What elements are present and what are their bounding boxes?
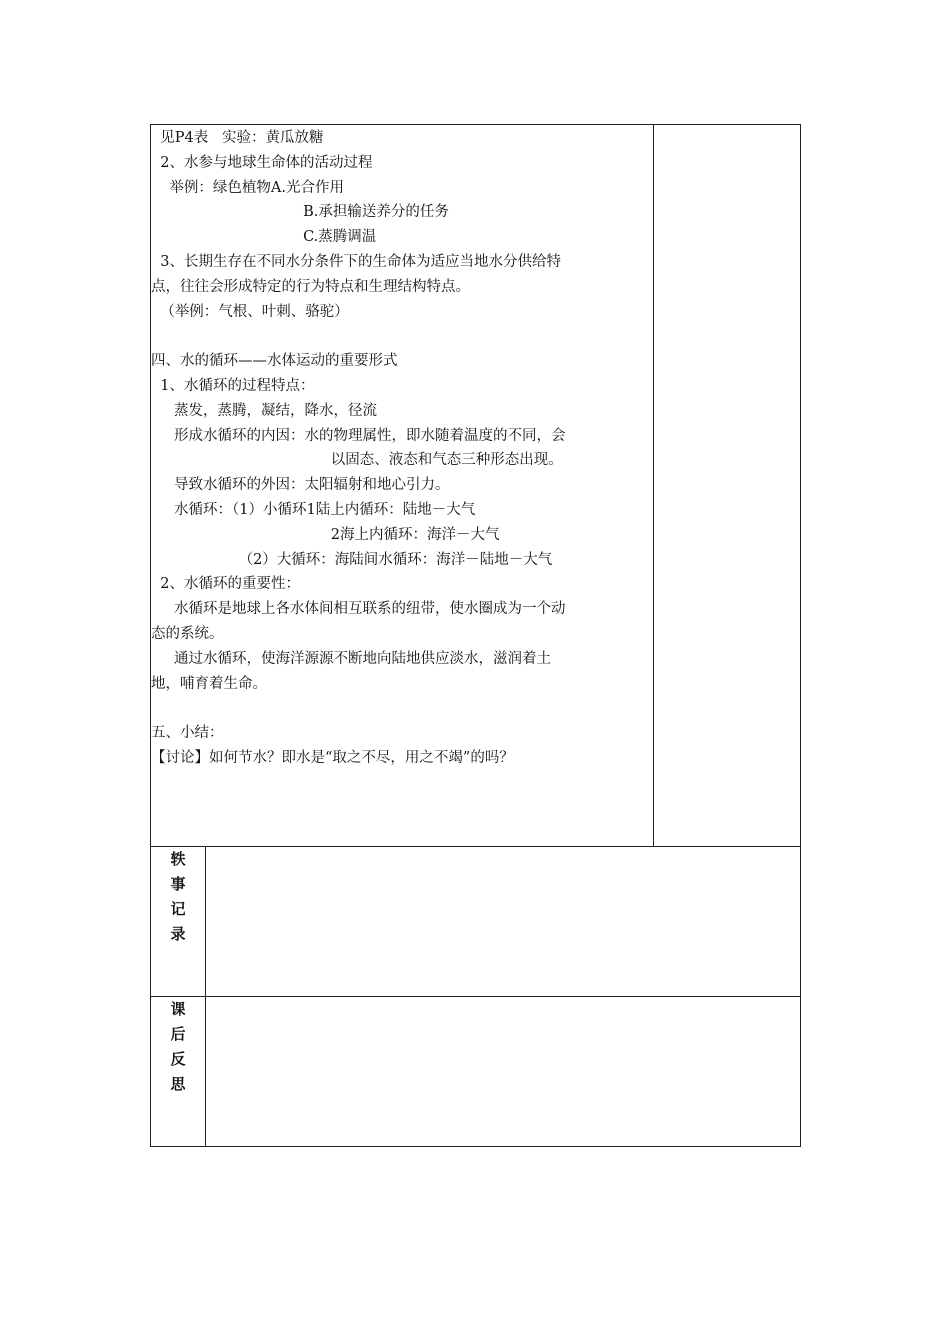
text-line: B.承担输送养分的任务 xyxy=(151,204,449,221)
label-char: 课 xyxy=(170,1000,186,1018)
text-line: 地，哺育着生命。 xyxy=(151,675,267,692)
anecdote-row xyxy=(151,847,801,997)
discussion-line: 【讨论】如何节水？即水是“取之不尽，用之不竭”的吗？ xyxy=(151,749,514,766)
text-line: 点，往往会形成特定的行为特点和生理结构特点。 xyxy=(151,278,470,295)
text-line: 2、水参与地球生命体的活动过程 xyxy=(151,154,373,171)
label-char: 记 xyxy=(170,900,186,918)
reflection-record-area xyxy=(206,997,801,1147)
lesson-content-row xyxy=(151,125,801,847)
blank-line xyxy=(151,324,653,349)
reflection-label-cell xyxy=(151,997,206,1147)
label-char: 轶 xyxy=(170,850,186,868)
text-line: 通过水循环，使海洋源源不断地向陆地供应淡水，滋润着土 xyxy=(151,650,552,667)
reflection-label xyxy=(151,997,205,1097)
label-char: 后 xyxy=(170,1025,186,1043)
text-line: 导致水循环的外因：太阳辐射和地心引力。 xyxy=(151,477,450,494)
label-char: 事 xyxy=(170,875,186,893)
lesson-plan-table xyxy=(150,124,801,1147)
text-line: 水循环是地球上各水体间相互联系的纽带，使水圈成为一个动 xyxy=(151,601,566,618)
text-line: 2海上内循环：海洋－大气 xyxy=(151,526,500,543)
text-line: 形成水循环的内因：水的物理属性，即水随着温度的不同，会 xyxy=(151,427,566,444)
text-line: 3、长期生存在不同水分条件下的生命体为适应当地水分供给特 xyxy=(151,253,561,270)
lesson-text-block xyxy=(151,125,653,771)
section-heading: 四、水的循环——水体运动的重要形式 xyxy=(151,353,398,370)
text-line: 以固态、液态和气态三种形态出现。 xyxy=(151,452,563,469)
label-char: 录 xyxy=(170,925,186,943)
text-line: 1、水循环的过程特点： xyxy=(151,377,315,394)
text-line: 2、水循环的重要性： xyxy=(151,576,300,593)
label-char: 反 xyxy=(170,1050,186,1068)
text-line: 水循环：（1）小循环1陆上内循环：陆地－大气 xyxy=(151,501,476,518)
lesson-content-cell xyxy=(151,125,654,847)
text-line: 见P4表 实验：黄瓜放糖 xyxy=(151,130,324,146)
text-line: 蒸发，蒸腾，凝结，降水，径流 xyxy=(151,402,378,419)
text-line: 举例：绿色植物A.光合作用 xyxy=(151,179,345,196)
text-line: 态的系统。 xyxy=(151,625,224,642)
reflection-row xyxy=(151,997,801,1147)
section-heading: 五、小结： xyxy=(151,725,224,742)
anecdote-label-cell xyxy=(151,847,206,997)
anecdote-record-area xyxy=(206,847,801,997)
text-line: C.蒸腾调温 xyxy=(151,229,377,246)
blank-line xyxy=(151,696,653,721)
label-char: 思 xyxy=(170,1075,186,1093)
anecdote-label xyxy=(151,847,205,947)
text-line: （2）大循环：海陆间水循环：海洋－陆地－大气 xyxy=(151,551,553,568)
notes-column-cell xyxy=(654,125,801,847)
text-line: （举例：气根、叶刺、骆驼） xyxy=(151,303,349,320)
